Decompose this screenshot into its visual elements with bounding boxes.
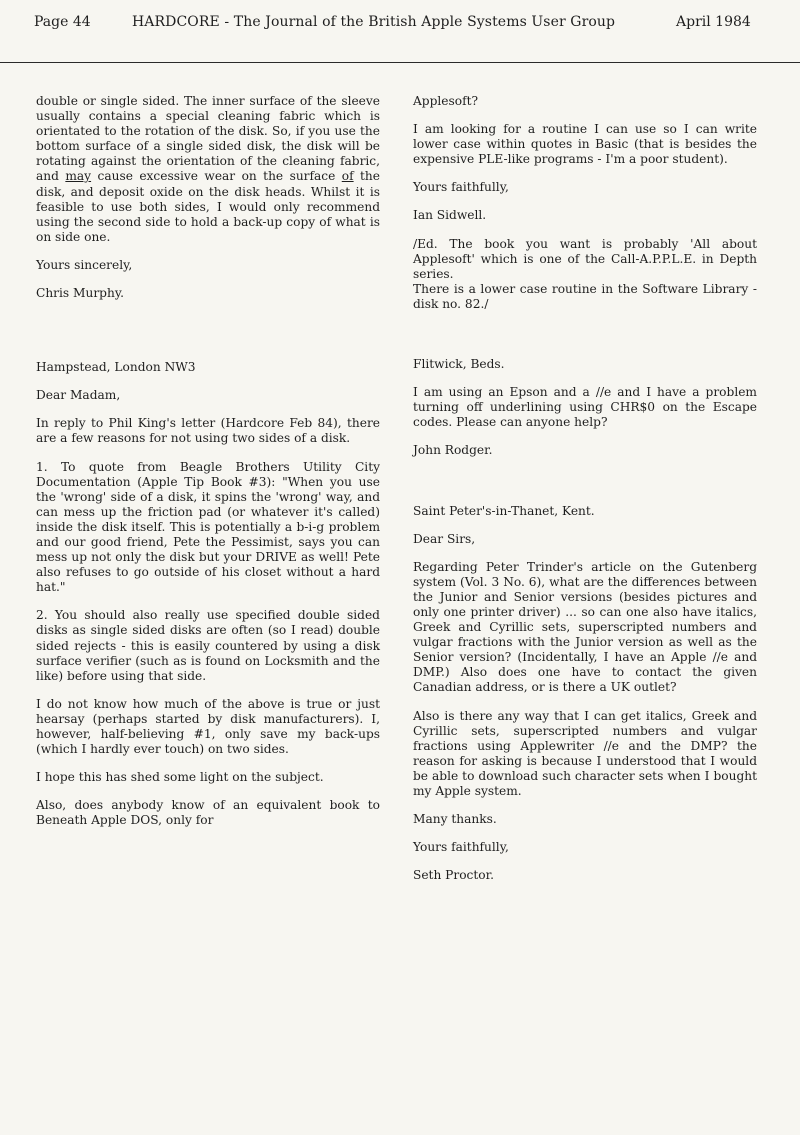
letter-closing: Yours faithfully, (413, 840, 509, 855)
letter-paragraph: I do not know how much of the above is true or just hearsay (perhaps started by disk manufacturers). I, however, half-believing #1, only save my back-ups (which I hardly ever touch) on two sides. (36, 696, 380, 757)
page-number: Page 44 (34, 14, 91, 30)
issue-date: April 1984 (676, 14, 751, 30)
letter-paragraph: Also is there any way that I can get italics, Greek and Cyrillic sets, superscripted numbers and vulgar fractions using Applewriter //e and the DMP? the reason for asking is because I understood that I would be able to download such character sets when I bought my Apple system. (413, 708, 757, 798)
letter-salutation: Dear Sirs, (413, 531, 476, 546)
left-column (36, 94, 380, 841)
journal-title: HARDCORE - The Journal of the British Apple Systems User Group (132, 14, 616, 30)
underlined-word: of (341, 169, 354, 184)
letter-paragraph: Regarding Peter Trinder's article on the Gutenberg system (Vol. 3 No. 6), what are the differences between the Junior and Senior versions (besides pictures and only one printer driver) ... so can one also have italics, Greek and Cyrillic sets, superscripted numbers and vulgar fractions with the Junior version as well as the Senior version? (Incidentally, I have an Apple //e and DMP.) Also does one have to contact the given Canadian address, or is there a UK outlet? (413, 559, 757, 695)
letter-paragraph: 1. To quote from Beagle Brothers Utility City Documentation (Apple Tip Book #3): "When you use the 'wrong' side of a disk, it spins the 'wrong' way, and can mess up the friction pad (or whatever it's called) inside the disk itself. This is potentially a b-i-g problem and our good friend, Pete the Pessimist, says you can mess up not only the disk but your DRIVE as well! Pete also refuses to go outside of his closet without a hard hat." (36, 459, 380, 595)
letter-paragraph: Also, does anybody know of an equivalent book to Beneath Apple DOS, only for (36, 798, 380, 828)
letter-location: Hampstead, London NW3 (36, 360, 196, 375)
letter-paragraph: double or single sided. The inner surface of the sleeve usually contains a special cleaning fabric which is orientated to the rotation of the disk. So, if you use the bottom surface of a single sided disk, the disk will be rotating against the orientation of the cleaning fabric, and may cause excessive wear on the surface of the disk, and deposit oxide on the disk heads. Whilst it is feasible to use both sides, I would only recommend using the second side to hold a back-up copy of what is on side one. (36, 94, 380, 244)
header-rule (0, 62, 800, 63)
letter-paragraph: I am using an Epson and a //e and I have a problem turning off underlining using CHR$0 on the Escape codes. Please can anyone help? (413, 385, 757, 430)
letter-paragraph: In reply to Phil King's letter (Hardcore Feb 84), there are a few reasons for not using two sides of a disk. (36, 416, 380, 446)
letter-location: Saint Peter's-in-Thanet, Kent. (413, 503, 595, 518)
letter-closing: Many thanks. (413, 812, 497, 827)
page-header (0, 0, 800, 64)
editor-note: /Ed. The book you want is probably 'All about Applesoft' which is one of the Call-A.P.P.L.E. in Depth series. (413, 236, 757, 281)
letter-paragraph: 2. You should also really use specified double sided disks as single sided disks are often (so I read) double sided rejects - this is easily countered by using a disk surface verifier (such as is found on Locksmith and the like) before using that side. (36, 608, 380, 683)
letter-signature: John Rodger. (413, 443, 493, 458)
letter-closing: Yours faithfully, (413, 180, 509, 195)
letter-signature: Ian Sidwell. (413, 208, 487, 223)
letter-closing: Yours sincerely, (36, 257, 133, 272)
letter-location: Flitwick, Beds. (413, 357, 505, 372)
letter-paragraph: I hope this has shed some light on the subject. (36, 770, 324, 785)
letter-signature: Chris Murphy. (36, 286, 124, 301)
letter-salutation: Dear Madam, (36, 388, 121, 403)
letter-paragraph: I am looking for a routine I can use so I can write lower case within quotes in Basic (that is besides the expensive PLE-like programs - I'm a poor student). (413, 122, 757, 167)
letter-signature: Seth Proctor. (413, 868, 494, 883)
editor-note: There is a lower case routine in the Software Library - disk no. 82./ (413, 281, 757, 311)
letter-continuation: Applesoft? (413, 94, 479, 108)
right-column (413, 94, 757, 896)
underlined-word: may (65, 169, 92, 184)
